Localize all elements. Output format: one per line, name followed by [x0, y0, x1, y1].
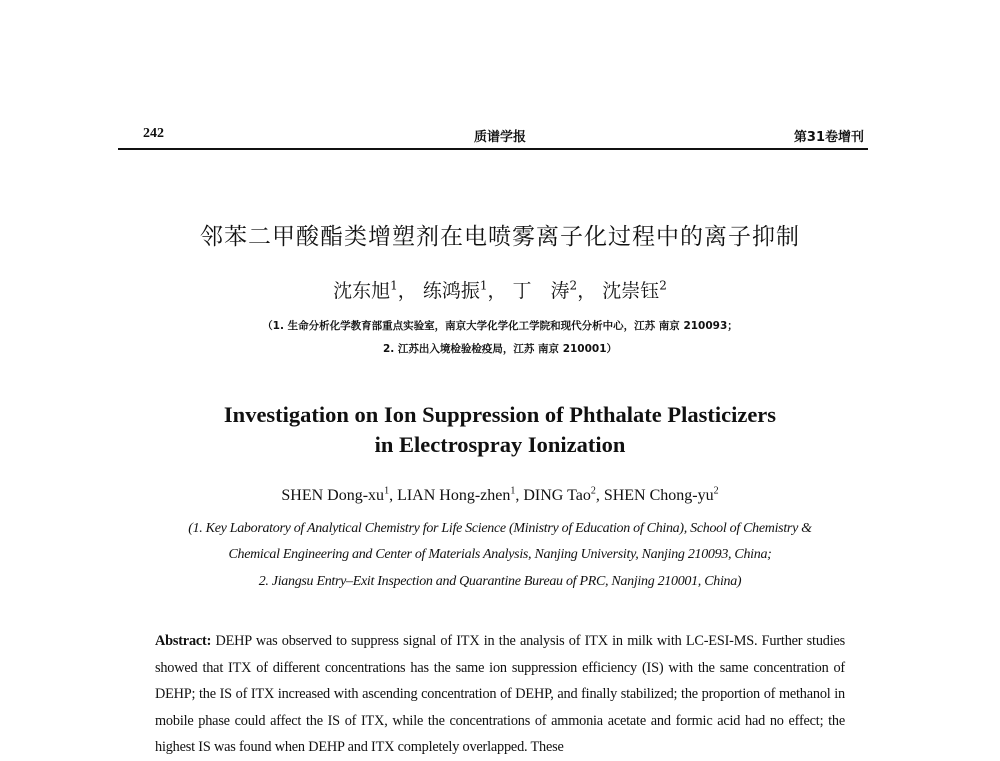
- journal-name: 质谱学报: [473, 130, 526, 145]
- volume-label: 第31卷增刊: [793, 130, 864, 145]
- author: LIAN Hong-zhen$^1$,: [397, 486, 524, 505]
- chinese-affiliation: （1. 生命分析化学教育部重点实验室，南京大学化学化工学院和现代分析中心，江苏 南京 210093；: [262, 320, 738, 332]
- author: 练鸿振$^1$，: [422, 278, 507, 302]
- author: SHEN Dong-$xu^1$,: [281, 486, 398, 505]
- abstract-text: DEHP was observed to suppress signal of ITX in the analysis of ITX in milk with LC-ESI-MS. Further studies showed that ITX of different concentrations has the same ion suppression efficiency (IS) with the same concentration of DEHP; the IS of ITX increased with ascending concentration of DEHP, and finally stabilized; the proportion of methanol in mobile phase could affect the IS of ITX, while the concentrations of ammonia acetate and formic acid had no effect; the highest IS was found when DEHP and ITX completely overlapped. These: [155, 633, 845, 756]
- english-affiliation: 2. Jiangsu Entry–Exit Inspection and Quarantine Bureau of PRC, Nanjing 210001, China): [258, 574, 742, 589]
- chinese-affiliation: 2. 江苏出入境检验检疫局，江苏 南京 210001）: [382, 343, 618, 355]
- author: DING Tao$^2$,: [523, 486, 604, 505]
- english-title-line: Investigation on Ion Suppression of Phthalate Plasticizers: [223, 402, 777, 427]
- english-affiliation: (1. Key Laboratory of Analytical Chemistry for Life Science (Ministry of Education of China), School of Chemistry &: [188, 521, 812, 536]
- author: 丁 涛$^2$，: [512, 278, 597, 302]
- english-title-line: in Electrospray Ionization: [374, 432, 626, 457]
- abstract-label: Abstract:: [155, 633, 212, 649]
- chinese-title: 邻苯二甲酸酯类增塑剂在电喷雾离子化过程中的离子抑制: [200, 224, 800, 250]
- header-rule: [118, 148, 868, 150]
- english-authors: [0, 486, 1000, 505]
- author: SHEN Chong-$yu^2$: [603, 486, 719, 505]
- author: 沈东旭$^1$，: [333, 278, 417, 302]
- chinese-authors: [0, 276, 1000, 303]
- page-number: 242: [143, 126, 164, 141]
- author: 沈崇钰$^2$: [602, 278, 667, 302]
- abstract: [155, 628, 845, 761]
- english-affiliation: Chemical Engineering and Center of Materials Analysis, Nanjing University, Nanjing 210093, China;: [228, 547, 772, 562]
